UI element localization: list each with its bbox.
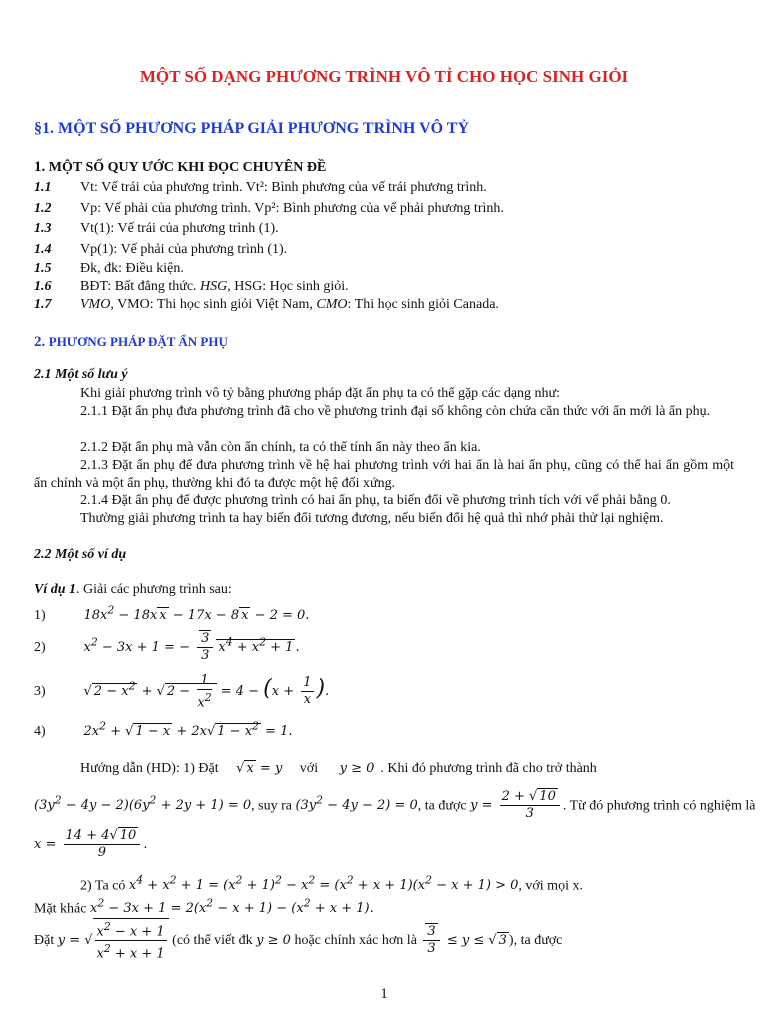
equation-3: 3) √ $2 - x^2$ + √ 2 − $\frac{1}{x^2}$ = 4 − (x + $\frac{1}{x}$ ). — [34, 672, 330, 710]
hint-line: Hướng dẫn (HD): 1) Đặt √ x = y với y ≥ 0 . Khi đó phương trình đã cho trở thành — [80, 761, 597, 776]
convention-item: 1.3 Vt(1): Vế trái của phương trình (1). — [34, 221, 279, 236]
equation-formula: $18x^2 - 18x$ x − 17x − 8 x − 2 = 0. — [83, 604, 310, 624]
heading-text: MỘT SỐ QUY ƯỚC KHI ĐỌC CHUYÊN ĐỀ — [48, 160, 327, 175]
subsection-heading: 2.1 Một số lưu ý — [34, 367, 128, 382]
paragraph: 2.1.3 Đặt ẩn phụ để đưa phương trình về hệ hai phương trình với hai ẩn là hai ẩn phụ, cũng có thể hai ẩn gồm một ẩn chính và một ẩn phụ, thường khi đó ta được một hệ đối xứng. — [34, 458, 734, 491]
hint-line: x = $\frac{14 + 4√ 10}{9}$ . — [34, 828, 148, 860]
convention-item: 1.1 Vt: Vế trái của phương trình. Vt²: Bình phương của vế trái phương trình. — [34, 180, 487, 195]
convention-item: 1.2 Vp: Vế phải của phương trình. Vp²: Bình phương của vế phải phương trình. — [34, 201, 504, 216]
document-title: MỘT SỐ DẠNG PHƯƠNG TRÌNH VÔ TỈ CHO HỌC SINH GIỎI — [139, 67, 629, 86]
convention-item: 1.5 Đk, đk: Điều kiện. — [34, 261, 184, 276]
subsection-heading: 2.2 Một số ví dụ — [34, 547, 127, 562]
hint-line: $(3y^2 - 4y - 2)(6y^2 + 2y + 1) = 0$, suy ra $(3y^2 - 4y - 2) = 0$, ta được y = $\frac{2 + √ 10}{3}$ . Từ đó phương trình có nghiệm là — [34, 789, 756, 822]
paragraph: 2.1.4 Đặt ẩn phụ để được phương trình có hai ẩn phụ, ta biến đổi về phương trình tích với vế phải bằng 0. — [80, 493, 671, 508]
convention-item: 1.4 Vp(1): Vế phải của phương trình (1). — [34, 242, 288, 257]
equation-1: 1) $18x^2 - 18x$ x − 17x − 8 x − 2 = 0. — [34, 604, 310, 624]
hint-line: Mặt khác $x^2 - 3x + 1 = 2(x^2 - x + 1) - (x^2 + x + 1)$. — [34, 897, 374, 917]
page-number: 1 — [380, 986, 388, 1002]
equation-formula: $x^2 - 3x + 1$ = − $\frac{3}{3}$ $x^4 + x^2 + 1$ . — [83, 631, 300, 664]
convention-item: 1.6 BĐT: Bất đẳng thức. HSG, HSG: Học sinh giỏi. — [34, 279, 349, 294]
example-heading: Ví dụ 1. Giải các phương trình sau: — [34, 582, 232, 597]
section-heading: §1. MỘT SỐ PHƯƠNG PHÁP GIẢI PHƯƠNG TRÌNH VÔ TỶ — [34, 120, 469, 137]
heading-number: 1. — [34, 159, 46, 175]
equation-2: 2) $x^2 - 3x + 1$ = − $\frac{3}{3}$ $x^4 + x^2 + 1$ . — [34, 631, 300, 664]
paragraph: 2.1.2 Đặt ẩn phụ mà vẫn còn ẩn chính, ta có thể tính ẩn này theo ẩn kia. — [80, 440, 481, 455]
paragraph: Thường giải phương trình ta hay biến đổi tương đương, nếu biến đổi hệ quả thì nhớ phải thử lại nghiệm. — [80, 511, 664, 526]
convention-item: 1.7 VMO, VMO: Thi học sinh giỏi Việt Nam, CMO: Thi học sinh giỏi Canada. — [34, 297, 499, 312]
conventions-heading — [34, 158, 734, 177]
paragraph: Khi giải phương trình vô tỷ bằng phương pháp đặt ẩn phụ ta có thể gặp các dạng như: — [80, 386, 561, 401]
equation-formula: √ $2 - x^2$ + √ 2 − $\frac{1}{x^2}$ = 4 − (x + $\frac{1}{x}$ ). — [83, 672, 330, 710]
hint-line: Đặt y = √ $\frac{x^2 - x + 1}{x^2 + x + 1}$ (có thể viết đk y ≥ 0 hoặc chính xác hơn là $\frac{3}{3}$ ≤ y ≤ √ 3 ), ta được — [34, 920, 563, 962]
paragraph: 2.1.1 Đặt ẩn phụ đưa phương trình đã cho về phương trình đại số không còn chứa căn thức với ẩn mới là ẩn phụ. — [80, 404, 711, 419]
equation-formula: $2x^2$ + √ 1 − x + 2x√ $1 - x^2 = 1$. — [83, 720, 293, 740]
hint-line: 2) Ta có $x^4 + x^2 + 1 = (x^2 + 1)^2 - x^2 = (x^2 + x + 1)(x^2 - x + 1) > 0$, với mọi x. — [80, 874, 583, 894]
equation-4: 4) $2x^2$ + √ 1 − x + 2x√ $1 - x^2 = 1$. — [34, 720, 293, 740]
method-heading: 2. PHƯƠNG PHÁP ĐẶT ẨN PHỤ — [34, 334, 228, 350]
